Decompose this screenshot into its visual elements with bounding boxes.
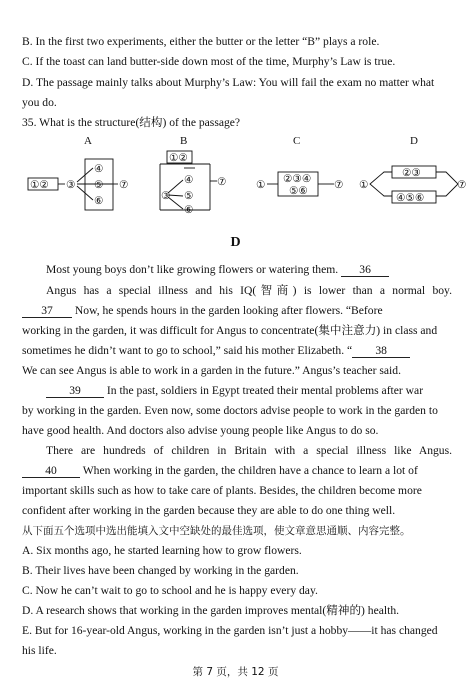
node-b-3: ③ <box>161 191 171 202</box>
paragraph-4-line-2: 40 When working in the garden, the children have a chance to learn a lot of <box>22 464 418 478</box>
diagram-b-label: B <box>180 135 188 147</box>
node-a-4: ④ <box>94 164 104 175</box>
instruction-text: 从下面五个选项中选出能填入文中空缺处的最佳选项，使文章意思通顺、内容完整。 <box>22 525 411 537</box>
diagram-a-label: A <box>84 135 92 147</box>
paragraph-2-line-5: We can see Angus is able to work in a garden in the future.” Angus’s teacher said. <box>22 364 401 377</box>
blank-40[interactable]: 40 <box>22 465 80 478</box>
option-a: A. Six months ago, he started learning how to grow flowers. <box>22 544 302 557</box>
paragraph-2-line-4: sometimes he didn’t want to go to school,” said his mother Elizabeth. “ 38 <box>22 344 410 358</box>
blank-39[interactable]: 39 <box>46 385 104 398</box>
option-c-prev: C. If the toast can land butter-side down most of the time, Murphy’s Law is true. <box>22 55 396 68</box>
node-c-7: ⑦ <box>334 180 344 191</box>
paragraph-3-line-2: by working in the garden. Even now, some doctors advise people to work in the garden to <box>22 404 438 417</box>
paragraph-4-line-1: There are hundreds of children in Britain with a special illness like Angus. <box>46 444 452 457</box>
blank-38[interactable]: 38 <box>352 345 410 358</box>
section-title: D <box>230 235 241 250</box>
node-b-4: ④ <box>184 175 194 186</box>
paragraph-4-line-3: important skills such as how to take care of plants. Besides, the children become more <box>22 484 422 497</box>
diagram-c-label: C <box>293 135 301 147</box>
node-d-23: ②③ <box>402 168 421 179</box>
paragraph-2-line-3: working in the garden, it was difficult for Angus to concentrate(集中注意力) in class and <box>22 324 438 337</box>
blank-37[interactable]: 37 <box>22 305 72 318</box>
node-a-3: ③ <box>66 180 76 191</box>
option-e: E. But for 16-year-old Angus, working in the garden isn’t just a hobby——it has changed <box>22 624 438 637</box>
paragraph-3-line-3: have good health. And doctors also advise young people like Angus to do so. <box>22 424 379 437</box>
node-c-56: ⑤⑥ <box>289 186 308 197</box>
paragraph-3-line-1: 39 In the past, soldiers in Egypt treated their mental problems after war <box>46 384 423 398</box>
paragraph-1: Most young boys don’t like growing flowers or watering them. 36 <box>46 263 389 277</box>
option-d-prev: D. The passage mainly talks about Murphy’s Law: You will fail the exam no matter what <box>22 76 435 89</box>
node-b-12: ①② <box>169 153 188 164</box>
option-b: B. Their lives have been changed by working in the garden. <box>22 564 299 577</box>
node-a-6: ⑥ <box>94 196 104 207</box>
node-d-7: ⑦ <box>457 180 467 191</box>
node-b-5: ⑤ <box>184 191 194 202</box>
node-b-7: ⑦ <box>217 177 227 188</box>
blank-36[interactable]: 36 <box>341 264 389 277</box>
option-b-prev: B. In the first two experiments, either the butter or the letter “B” plays a role. <box>22 35 380 48</box>
node-c-1: ① <box>256 180 266 191</box>
paragraph-2-line-2: 37 Now, he spends hours in the garden looking after flowers. “Before <box>22 304 383 318</box>
option-d-prev-cont: you do. <box>22 96 57 109</box>
node-a-5: ⑤ <box>94 180 104 191</box>
diagram-d-label: D <box>410 135 418 147</box>
paragraph-2-line-1: Angus has a special illness and his IQ(智商) is lower than a normal boy. <box>46 284 452 297</box>
node-b-6: ⑥ <box>184 205 194 216</box>
node-d-456: ④⑤⑥ <box>396 193 425 204</box>
option-c: C. Now he can’t wait to go to school and he is happy every day. <box>22 584 318 597</box>
page-footer: 第 7 页，共 12 页 <box>192 666 279 678</box>
node-c-234: ②③④ <box>283 174 312 185</box>
question-35: 35. What is the structure(结构) of the passage? <box>22 116 241 129</box>
structure-diagrams <box>0 130 471 220</box>
option-e-cont: his life. <box>22 644 57 657</box>
option-d: D. A research shows that working in the garden improves mental(精神的) health. <box>22 604 400 617</box>
node-a-12: ①② <box>30 180 49 191</box>
node-d-1: ① <box>359 180 369 191</box>
paragraph-4-line-4: confident after working in the garden because they are able to do one thing well. <box>22 504 396 517</box>
node-a-7: ⑦ <box>119 180 129 191</box>
